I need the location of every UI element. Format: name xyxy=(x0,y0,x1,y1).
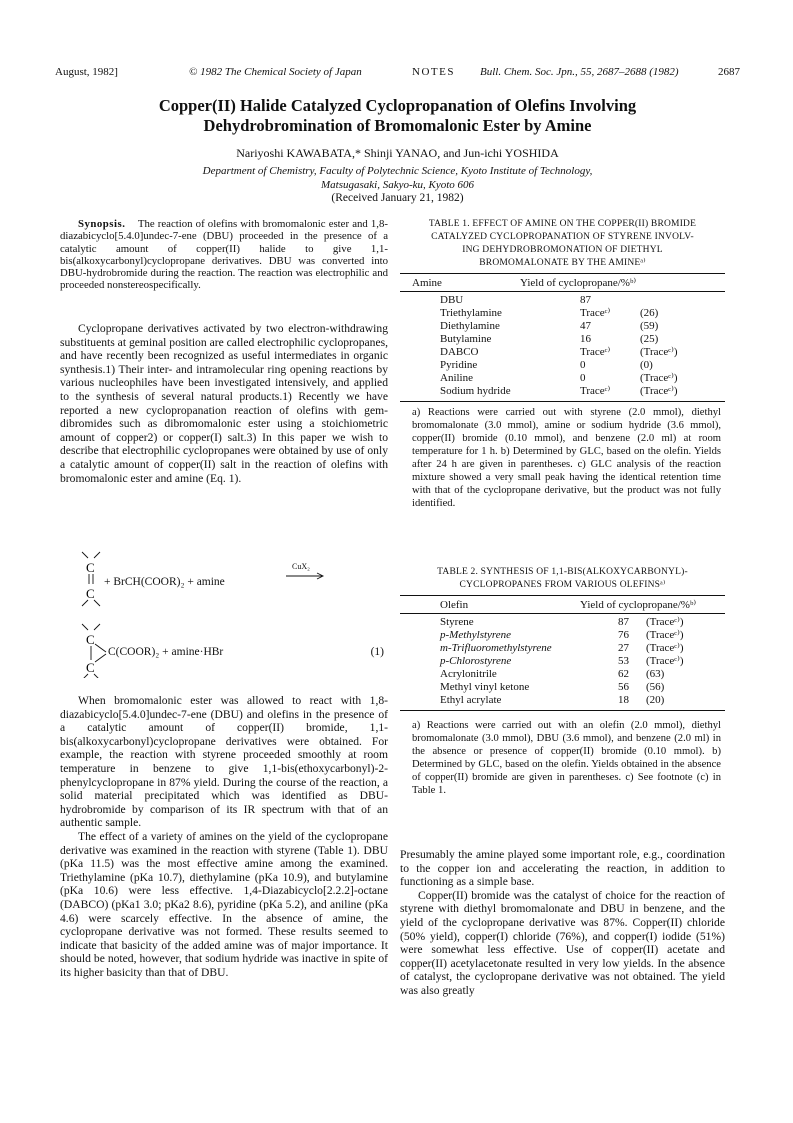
table-cell: Acrylonitrile xyxy=(440,668,497,680)
header-journal: Bull. Chem. Soc. Jpn., 55, 2687–2688 (1982) xyxy=(480,66,679,78)
table-cell: Traceᶜ⁾ xyxy=(580,385,611,397)
table-row xyxy=(440,642,684,655)
affiliation-line-1: Department of Chemistry, Faculty of Polytechnic Science, Kyoto Institute of Technology, xyxy=(202,165,593,177)
table-cell: Traceᶜ⁾ xyxy=(580,346,611,358)
synopsis xyxy=(60,218,388,292)
table-cell: DABCO xyxy=(440,346,479,358)
table-cell: 76 xyxy=(618,629,629,641)
equation-number: (1) xyxy=(370,646,384,658)
table-cell: (Traceᶜ⁾) xyxy=(640,346,678,358)
received-date: (Received January 21, 1982) xyxy=(331,192,464,204)
table-cell: (63) xyxy=(646,668,665,680)
table-cell: Butylamine xyxy=(440,333,492,345)
table-row xyxy=(440,616,684,629)
table-cell: (Traceᶜ⁾) xyxy=(646,655,684,667)
authors: Nariyoshi KAWABATA,* Shinji YANAO, and Jun-ichi YOSHIDA xyxy=(236,146,559,160)
intro-paragraph xyxy=(60,322,388,485)
table-row xyxy=(440,629,684,642)
table-row xyxy=(440,668,684,681)
table-cell: Styrene xyxy=(440,616,474,628)
table-cell: Ethyl acrylate xyxy=(440,694,502,706)
table-cell: (Traceᶜ⁾) xyxy=(646,616,684,628)
table-2-caption xyxy=(400,566,725,592)
table-cell: 0 xyxy=(580,359,586,371)
table-cell: Aniline xyxy=(440,372,473,384)
table-1-notes: a) Reactions were carried out with styrene (2.0 mmol), diethyl bromomalonate (3.0 mmol), amine or sodium hydride (3.6 mmol), copper(II) bromide (0.10 mmol), and benzene (2.0 ml) at room temperature for 1 h. b) Determined by GLC, based on the olefin. Yields after 24 h are given in parentheses. c) GLC analysis of the reaction mixture showed a very small peak having the identical retention time with that of the cyclopropane derivative, but the product was not fully identified. xyxy=(412,407,721,509)
table-cell: 0 xyxy=(580,372,586,384)
table-cell: (59) xyxy=(640,320,659,332)
table-row xyxy=(440,333,678,346)
table-cell: 62 xyxy=(618,668,629,680)
table-cell: m-Trifluoromethylstyrene xyxy=(440,642,552,654)
table-2-col-yield: Yield of cyclopropane/%ᵇ⁾ xyxy=(580,599,697,611)
table-2-col-olefin: Olefin xyxy=(440,599,469,611)
svg-text:C: C xyxy=(86,586,95,601)
table-row xyxy=(440,307,678,320)
table-cell: Triethylamine xyxy=(440,307,502,319)
paragraph-5: Copper(II) bromide was the catalyst of choice for the reaction of styrene with diethyl bromomalonate and DBU in benzene, and the yield of the cyclopropane derivative was 87%. Copper(II) chloride (50% yield), copper(I) chloride (76%), and copper(I) iodide (51%) were somewhat less effective. Use of copper(II) acetate and copper(II) acetylacetonate resulted in very low yields. In the absence of catalyst, the cyclopropane derivative was not obtained. The yield was also greatly xyxy=(400,888,725,997)
table-row xyxy=(440,385,678,398)
table-row xyxy=(440,359,678,372)
table-1-caption-line: BROMOMALONATE BY THE AMINEᵃ⁾ xyxy=(479,258,646,268)
equation-product: C(COOR)₂ + amine·HBr xyxy=(108,646,224,658)
paragraph-1: Cyclopropane derivatives activated by two electron-withdrawing substituents at geminal position are called electrophilic cyclopropanes, and have recently been recognized as useful intermediates in organic synthesis.1) Their inter- and intramolecular ring opening reactions by various nucleophiles have been investigated intensively, and applied to the synthesis of several natural products.1) Recently we have reported a new cyclopropanation reaction of olefins with gem-dibromides such as dibromomalonic ester using a stoichiometric amount of copper2) or copper(I) salt.3) In this paper we wish to describe that electrophilic cyclopropanes were obtained by use of only a catalytic amount of copper(II) salt in the reaction of olefins with bromomalonic ester and amine (Eq. 1). xyxy=(60,322,388,485)
table-cell: (Traceᶜ⁾) xyxy=(646,642,684,654)
equation-1 xyxy=(60,548,388,678)
results-paragraph xyxy=(60,694,388,979)
table-row xyxy=(440,294,678,307)
table-1-header xyxy=(400,273,725,292)
table-2-caption-line: CYCLOPROPANES FROM VARIOUS OLEFINSᵃ⁾ xyxy=(459,580,666,590)
equation-catalyst: CuX₂ xyxy=(292,562,310,571)
table-cell: (Traceᶜ⁾) xyxy=(640,385,678,397)
paragraph-3: The effect of a variety of amines on the yield of the cyclopropane derivative was examined in the reaction with styrene (Table 1). DBU (pKa 11.5) was the most effective amine among the examined. Triethylamine (pKa 10.7), diethylamine (pKa 10.9), and butylamine (pKa 10.6) were less effective. 1,4-Diazabicyclo[2.2.2]-octane (DABCO) (pKa1 3.0; pKa2 8.6), pyridine (pKa 5.2), and aniline (pKa 4.6) were scarcely effective. In the absence of amine, the cyclopropane derivative was not formed. These results seemed to indicate that basicity of the added amine was of major importance. It should be noted, however, that sodium hydride was inactive in spite of its higher basicity than that of DBU. xyxy=(60,829,388,979)
discussion-paragraph xyxy=(400,848,725,998)
header-section: NOTES xyxy=(412,66,455,78)
table-cell: p-Methylstyrene xyxy=(440,629,512,641)
table-1-caption-line: ING DEHYDROBROMONATION OF DIETHYL xyxy=(462,245,663,255)
table-1-caption xyxy=(400,218,725,270)
table-1-col-amine: Amine xyxy=(412,277,442,289)
table-cell: Traceᶜ⁾ xyxy=(580,307,611,319)
table-row xyxy=(440,655,684,668)
table-cell: 47 xyxy=(580,320,591,332)
synopsis-label: Synopsis. xyxy=(78,218,126,230)
table-cell: (Traceᶜ⁾) xyxy=(640,372,678,384)
table-cell: 87 xyxy=(618,616,629,628)
table-cell: p-Chlorostyrene xyxy=(440,655,512,667)
table-cell: (25) xyxy=(640,333,659,345)
table-2-header xyxy=(400,595,725,614)
table-1-col-yield: Yield of cyclopropane/%ᵇ⁾ xyxy=(520,277,637,289)
table-1-body xyxy=(440,294,678,398)
table-cell: Methyl vinyl ketone xyxy=(440,681,530,693)
table-row xyxy=(440,372,678,385)
equation-reagents: + BrCH(COOR)₂ + amine xyxy=(104,576,225,588)
svg-text:C: C xyxy=(86,560,95,575)
header-copyright: © 1982 The Chemical Society of Japan xyxy=(189,66,362,78)
table-cell: (0) xyxy=(640,359,653,371)
table-row xyxy=(440,694,684,707)
table-row xyxy=(440,346,678,359)
table-row xyxy=(440,320,678,333)
table-cell: 87 xyxy=(580,294,591,306)
table-2-notes: a) Reactions were carried out with an olefin (2.0 mmol), diethyl bromomalonate (3.0 mmol), DBU (3.6 mmol), and benzene (2.0 ml) in the absence or presence of copper(II) bromide (0.10 mmol). b) Determined by GLC, based on the olefin. Yields obtained in the absence of copper(II) bromide are given in parentheses. c) See footnote (c) in Table 1. xyxy=(412,720,721,796)
table-cell: Diethylamine xyxy=(440,320,500,332)
table-cell: (Traceᶜ⁾) xyxy=(646,629,684,641)
title-line-1: Copper(II) Halide Catalyzed Cyclopropanation of Olefins Involving xyxy=(158,96,637,115)
title-line-2: Dehydrobromination of Bromomalonic Ester by Amine xyxy=(203,116,592,135)
equation-structure-drawing xyxy=(60,548,388,678)
table-1-caption-line: TABLE 1. EFFECT OF AMINE ON THE COPPER(II) BROMIDE xyxy=(428,219,697,229)
synopsis-text: The reaction of olefins with bromomalonic ester and 1,8-diazabicyclo[5.4.0]undec-7-ene (DBU) proceeded in the presence of a catalytic amount of copper(II) halide to give 1,1-bis(alkoxycarbonyl)cyclopropane derivatives. DBU was converted into DBU-hydrobromide during the reaction. The reaction was electrophilic and proceeded nonstereospecifically. xyxy=(60,218,388,292)
paragraph-2: When bromomalonic ester was allowed to react with 1,8-diazabicyclo[5.4.0]undec-7-ene (DBU) and olefins in the presence of a catalytic amount of copper(II) bromide, 1,1-bis(alkoxycarbonyl)cyclopropane derivatives were obtained. For example, the reaction with styrene proceeded smoothly at room temperature in benzene to give 1,1-bis(ethoxycarbonyl)-2-phenylcyclopropane in 87% yield. During the course of the reaction, a solid material precipitated which was identified as DBU-hydrobromide by comparison of its IR spectrum with that of an authentic sample. xyxy=(60,694,388,830)
table-1-caption-line: CATALYZED CYCLOPROPANATION OF STYRENE INVOLV- xyxy=(431,232,694,242)
affiliation xyxy=(55,164,740,192)
header-date: August, 1982] xyxy=(55,66,118,78)
paragraph-4: Presumably the amine played some important role, e.g., coordination to the copper ion and accelerating the reaction, in addition to functioning as a simple base. xyxy=(400,848,725,889)
table-cell: 18 xyxy=(618,694,629,706)
table-cell: Pyridine xyxy=(440,359,478,371)
table-cell: DBU xyxy=(440,294,464,306)
svg-text:C: C xyxy=(86,660,95,675)
table-2 xyxy=(400,566,725,797)
header-page: 2687 xyxy=(718,66,740,78)
article-title xyxy=(55,96,740,136)
table-1 xyxy=(400,218,725,510)
table-cell: 56 xyxy=(618,681,629,693)
affiliation-line-2: Matsugasaki, Sakyo-ku, Kyoto 606 xyxy=(320,179,475,191)
table-cell: 53 xyxy=(618,655,629,667)
table-cell: (56) xyxy=(646,681,665,693)
table-cell: 27 xyxy=(618,642,629,654)
table-cell: (20) xyxy=(646,694,665,706)
table-cell: 16 xyxy=(580,333,591,345)
table-row xyxy=(440,681,684,694)
table-cell xyxy=(640,294,678,307)
table-2-body xyxy=(440,616,684,707)
svg-text:C: C xyxy=(86,632,95,647)
table-cell: Sodium hydride xyxy=(440,385,511,397)
table-2-caption-line: TABLE 2. SYNTHESIS OF 1,1-BIS(ALKOXYCARBONYL)- xyxy=(437,567,688,577)
table-cell: (26) xyxy=(640,307,659,319)
